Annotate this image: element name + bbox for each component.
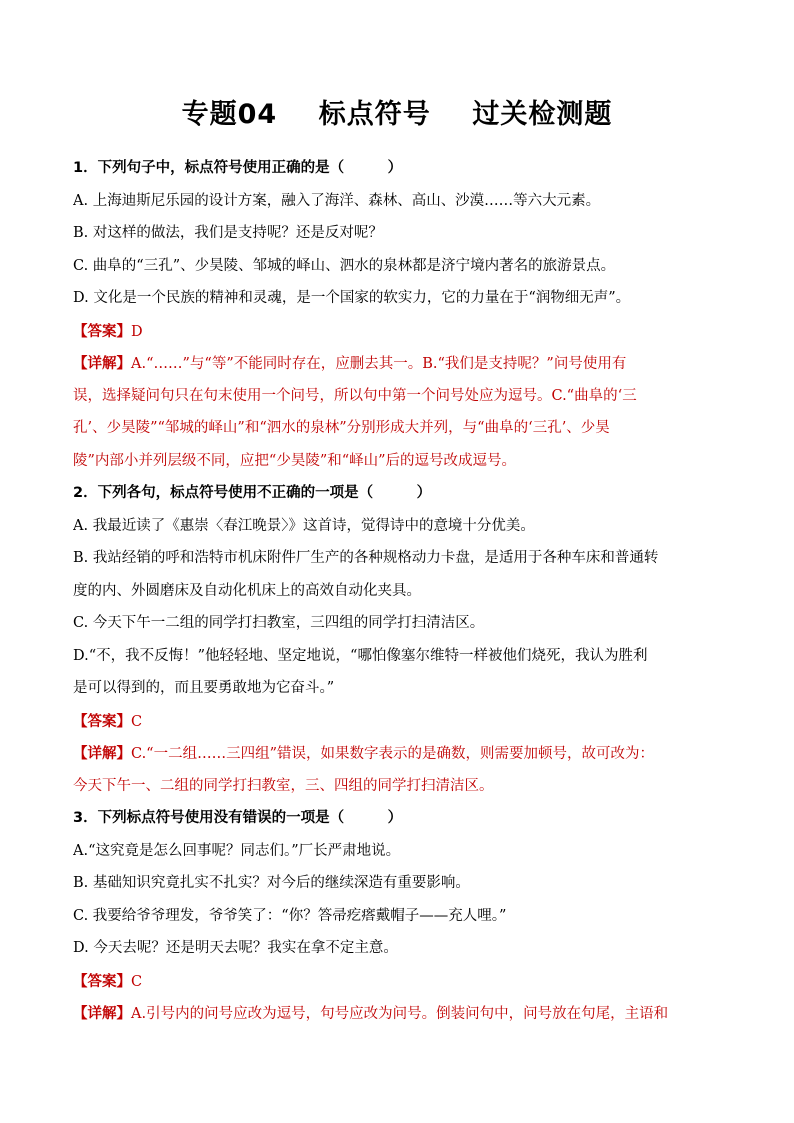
question-stem: 1．下列句子中，标点符号使用正确的是（ ） — [73, 160, 403, 176]
question-option: A.“这究竟是怎么回事呢？同志们。”厂长严肃地说。 — [73, 842, 401, 859]
question-option: D.“不，我不反悔！”他轻轻地、坚定地说，“哪怕像塞尔维特一样被他们烧死，我认为胜利 — [73, 647, 648, 664]
question-option: A. 我最近读了《惠崇〈春江晚景〉》这首诗，觉得诗中的意境十分优美。 — [73, 517, 535, 534]
detail-line — [73, 997, 723, 1030]
question-option: B. 我站经销的呼和浩特市机床附件厂生产的各种规格动力卡盘，是适用于各种车床和普通转 — [73, 550, 659, 566]
detail-label: 【详解】 — [73, 356, 131, 372]
answer-value: D — [131, 323, 143, 340]
answer-label: 【答案】 — [73, 973, 131, 990]
question-stem: 2．下列各句，标点符号使用不正确的一项是（ ） — [73, 485, 432, 501]
question-option: C. 我要给爷爷理发，爷爷笑了：“你？答帚疙瘩戴帽子——充人哩。” — [73, 907, 507, 924]
answer-value: C — [131, 713, 143, 730]
answer-label: 【答案】 — [73, 713, 131, 730]
question-option: 是可以得到的，而且要勇敢地为它奋斗。” — [73, 680, 335, 696]
detail-line — [73, 737, 723, 770]
detail-text: C.“一二组……三四组”错误，如果数字表示的是确数，则需要加顿号，故可改为： — [131, 746, 655, 762]
detail-label: 【详解】 — [73, 746, 131, 762]
detail-text: 今天下午一、二组的同学打扫教室，三、四组的同学打扫清洁区。 — [73, 777, 494, 794]
question-option: 度的内、外圆磨床及自动化机床上的高效自动化夹具。 — [73, 582, 421, 599]
question-option: C. 今天下午一二组的同学打扫教室，三四组的同学打扫清洁区。 — [73, 615, 485, 631]
detail-text: A.引号内的问号应改为逗号，句号应改为问号。倒装问句中，问号放在句尾，主语和 — [131, 1006, 669, 1022]
answer-label: 【答案】 — [73, 323, 131, 340]
question-option: D. 文化是一个民族的精神和灵魂，是一个国家的软实力，它的力量在于“润物细无声”。 — [73, 290, 631, 306]
question-option: B. 基础知识究竟扎实不扎实？对今后的继续深造有重要影响。 — [73, 875, 470, 891]
question-option: B. 对这样的做法，我们是支持呢？还是反对呢？ — [73, 225, 383, 241]
detail-text: 陵”内部小并列层级不同，应把“少昊陵”和“峄山”后的逗号改成逗号。 — [73, 452, 517, 469]
detail-text: 误，选择疑问句只在句末使用一个问号，所以句中第一个问号处应为逗号。C.“曲阜的‘三 — [73, 387, 637, 404]
question-list — [73, 152, 723, 1030]
question-option: D. 今天去呢？还是明天去呢？我实在拿不定主意。 — [73, 940, 398, 956]
detail-text: 孔’、少昊陵”“邹城的峄山”和“泗水的泉林”分别形成大并列，与“曲阜的‘三孔’、少昊 — [73, 420, 610, 436]
answer-line — [73, 705, 723, 738]
page-title: 专题04 标点符号 过关检测题 — [181, 99, 613, 130]
detail-label: 【详解】 — [73, 1006, 131, 1022]
question-stem: 3．下列标点符号使用没有错误的一项是（ ） — [73, 810, 403, 826]
answer-line — [73, 965, 723, 998]
answer-value: C — [131, 973, 143, 990]
answer-line — [73, 315, 723, 348]
question-option: C. 曲阜的“三孔”、少昊陵、邹城的峄山、泗水的泉林都是济宁境内著名的旅游景点。 — [73, 257, 616, 274]
detail-text: A.“……”与“等”不能同时存在，应删去其一。B.“我们是支持呢？”问号使用有 — [131, 356, 627, 372]
detail-line — [73, 347, 723, 380]
question-option: A. 上海迪斯尼乐园的设计方案，融入了海洋、森林、高山、沙漠……等六大元素。 — [73, 192, 601, 209]
